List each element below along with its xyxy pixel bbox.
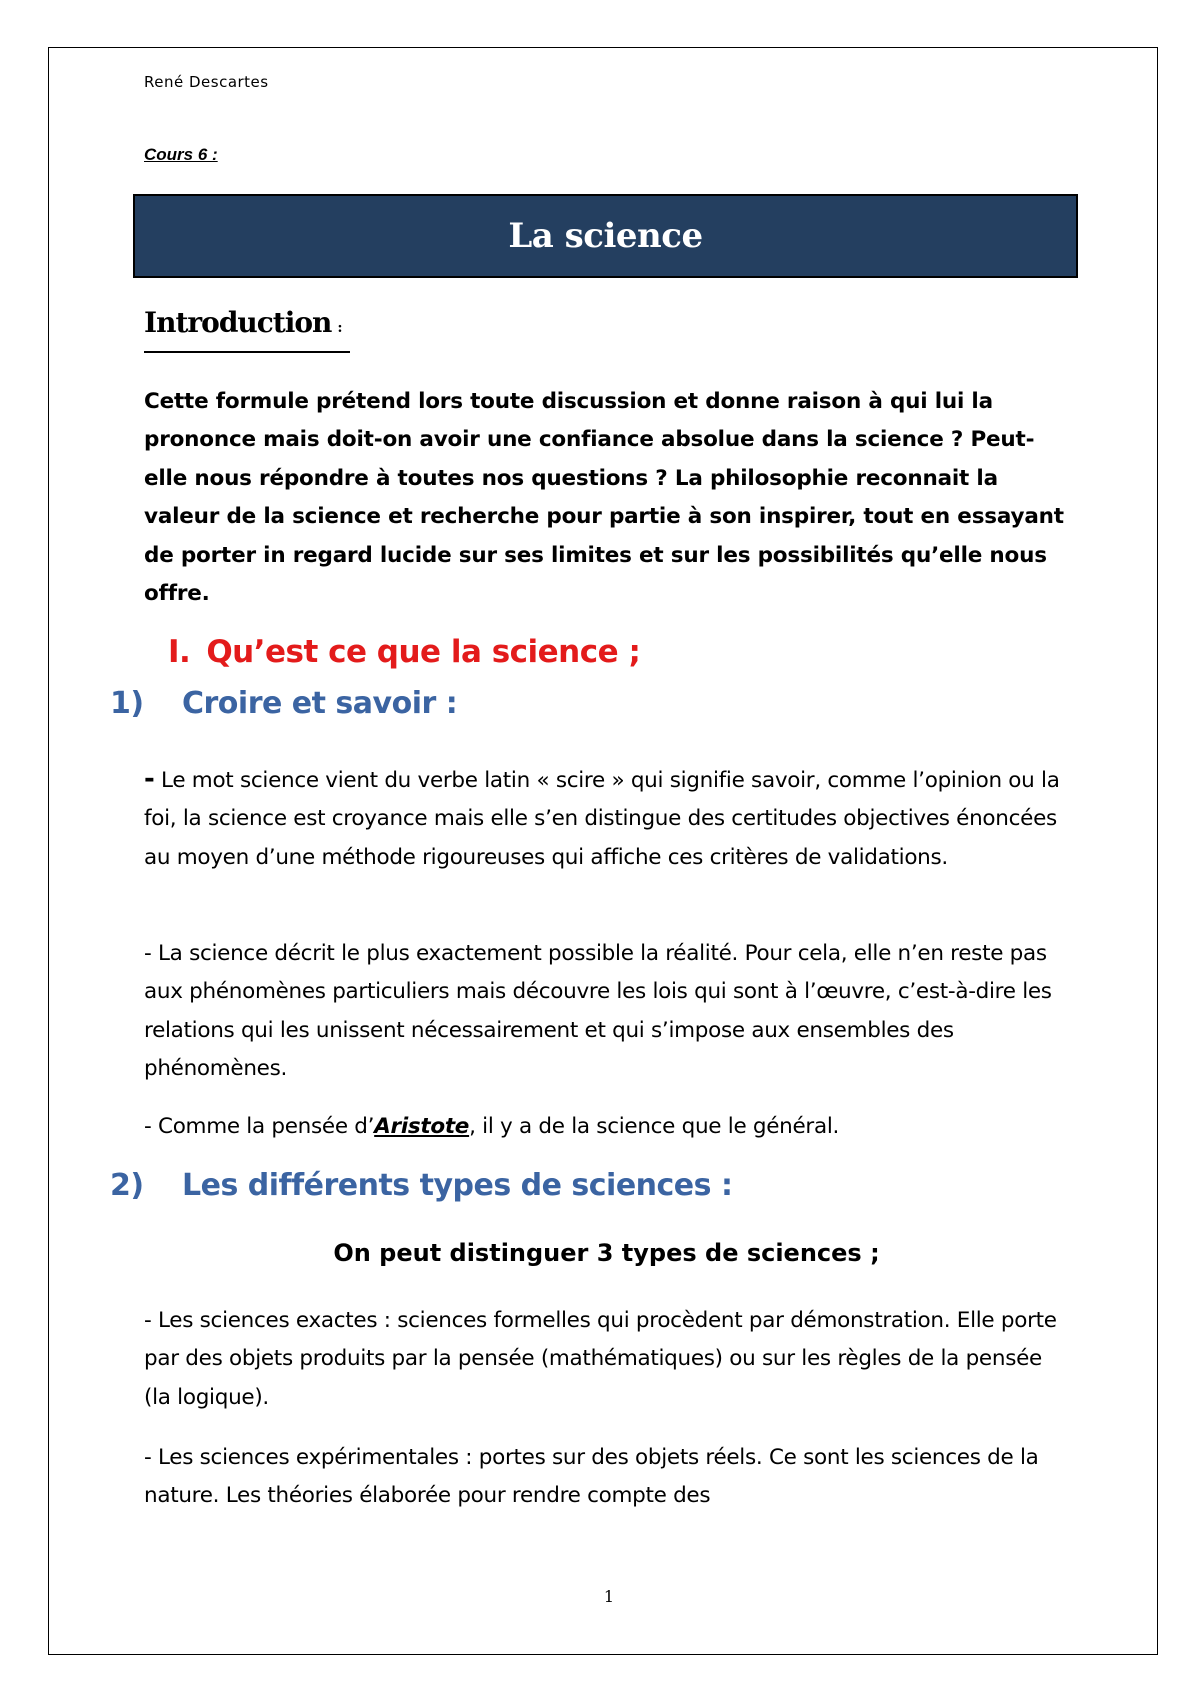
section-heading-1 (168, 634, 640, 670)
page-number: 1 (603, 1587, 615, 1606)
aristote-name: Aristote (374, 1114, 470, 1139)
introduction-paragraph: Cette formule prétend lors toute discussion et donne raison à qui lui la prononce mais doit-on avoir une confiance absolue dans la science ? Peut-elle nous répondre à toutes nos questions ? La philosophie reconnait la valeur de la science et recherche pour partie à son inspirer, tout en essayant de porter in regard lucide sur ses limites et sur les possibilités qu’elle nous offre. (144, 389, 1064, 607)
subsection-heading-1 (110, 686, 457, 721)
section-number: I. (168, 634, 191, 670)
subsection-number: 1) (110, 686, 144, 721)
paragraph-experimental-sciences: - Les sciences expérimentales : portes sur des objets réels. Ce sont les sciences de la nature. Les théories élaborée pour rendre compte des (144, 1445, 1039, 1509)
paragraph-text: Le mot science vient du verbe latin « scire » qui signifie savoir, comme l’opinion ou la foi, la science est croyance mais elle s’en distingue des certitudes objectives énoncées au moyen d’une méthode rigoureuses qui affiche ces critères de validations. (144, 768, 1060, 870)
paragraph-exact-sciences: - Les sciences exactes : sciences formelles qui procèdent par démonstration. Elle porte par des objets produits par la pensée (mathématiques) ou sur les règles de la pensée (la logique). (144, 1308, 1057, 1410)
paragraph-text-before: - Comme la pensée d’ (144, 1114, 375, 1139)
subsection-title: Croire et savoir : (182, 686, 458, 721)
title-banner (133, 194, 1078, 278)
course-label: Cours 6 : (144, 145, 218, 164)
introduction-heading-colon: : (337, 320, 342, 336)
subsection-heading-2 (110, 1168, 732, 1203)
subsection-number: 2) (110, 1168, 144, 1203)
subsection-title: Les différents types de sciences : (182, 1168, 733, 1203)
paragraph-scire (144, 760, 1069, 877)
types-heading: On peut distinguer 3 types de sciences ; (333, 1239, 880, 1267)
introduction-heading (144, 306, 342, 341)
introduction-heading-text: Introduction (144, 306, 332, 339)
section-title: Qu’est ce que la science ; (206, 634, 641, 670)
paragraph-aristote (144, 1108, 1069, 1146)
author-header: René Descartes (144, 73, 269, 91)
introduction-underline (144, 351, 350, 353)
page-title: La science (508, 216, 703, 256)
paragraph-text-after: , il y a de la science que le général. (469, 1114, 840, 1139)
paragraph-reality: - La science décrit le plus exactement possible la réalité. Pour cela, elle n’en reste pas aux phénomènes particuliers mais découvre les lois qui sont à l’œuvre, c’est-à-dire les relations qui les unissent nécessairement et qui s’impose aux ensembles des phénomènes. (144, 941, 1052, 1082)
paragraph-dash: - (144, 764, 155, 794)
